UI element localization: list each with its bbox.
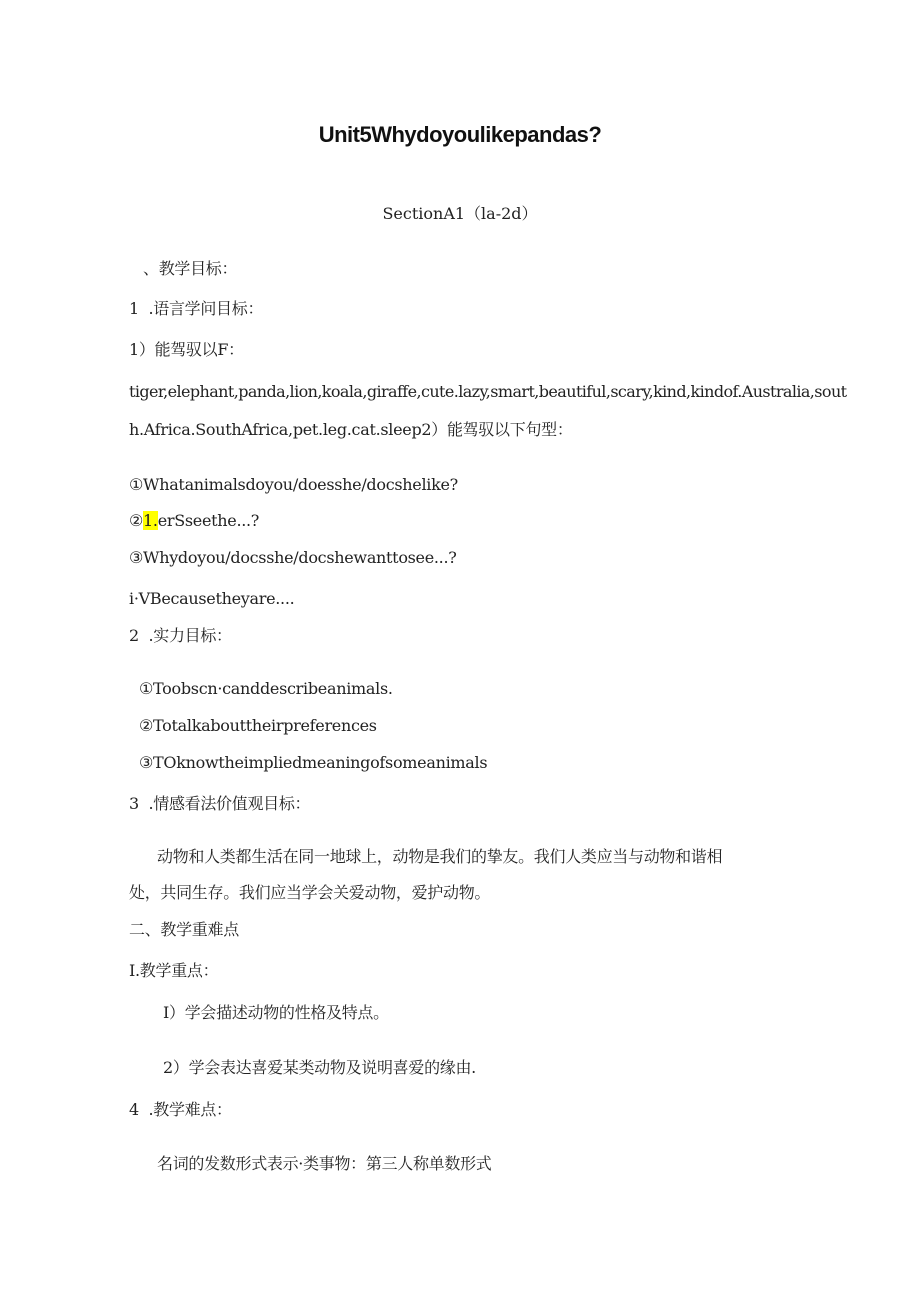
section-subtitle: SectionA1（la-2d） [382, 204, 538, 223]
skill-item-3: ③TOknowtheimpliedmeaningofsomeanimals [139, 753, 488, 772]
language-goal-heading: 1 .语言学问目标： [129, 299, 264, 318]
vocab-intro: 1）能驾驭以F： [129, 340, 244, 359]
vocab-line-2: h.Africa.SouthAfrica,pet.leg.cat.sleep2）能驾驭以下句型： [129, 420, 573, 439]
difficulty-item: 名词的发数形式表示·类事物：第三人称单数形式 [157, 1154, 492, 1173]
document-title: Unit5Whydoyoulikepandas? [318, 122, 602, 147]
skill-goal-heading: 2 .实力目标： [129, 626, 232, 645]
sentence-pattern-4: i·VBecausetheyare.... [129, 589, 295, 608]
sentence-pattern-3: ③Whydoyou/docsshe/docshewanttosee...? [129, 548, 457, 567]
emotion-paragraph-line-2: 处，共同生存。我们应当学会关爱动物，爱护动物。 [129, 883, 491, 902]
skill-item-2: ②Totalkabouttheirpreferences [139, 716, 377, 735]
key-points-heading: I.教学重点： [129, 961, 219, 980]
skill-item-1: ①Toobscn·canddescribeanimals. [139, 679, 393, 698]
emotion-goal-heading: 3 .情感看法价值观目标： [129, 794, 311, 813]
highlighted-text: 1. [143, 511, 158, 530]
focus-heading: 二、教学重难点 [129, 920, 239, 939]
sentence-pattern-2-prefix: ② [129, 511, 144, 530]
key-point-2: 2）学会表达喜爱某类动物及说明喜爱的缘由. [163, 1058, 476, 1077]
sentence-pattern-2 [129, 510, 259, 532]
vocab-line-1: tiger,elephant,panda,lion,koala,giraffe,cute.lazy,smart,beautiful,scary,kind,kindof.Australia,sout [129, 382, 847, 401]
emotion-paragraph-line-1: 动物和人类都生活在同一地球上，动物是我们的挚友。我们人类应当与动物和谐相 [157, 847, 723, 866]
sentence-pattern-1: ①Whatanimalsdoyou/doesshe/docshelike? [129, 475, 458, 494]
difficulty-heading: 4 .教学难点： [129, 1100, 232, 1119]
sentence-pattern-2-rest: erSseethe...? [157, 511, 260, 530]
objectives-heading: 、教学目标： [143, 259, 238, 278]
key-point-1: I）学会描述动物的性格及特点。 [163, 1003, 389, 1022]
